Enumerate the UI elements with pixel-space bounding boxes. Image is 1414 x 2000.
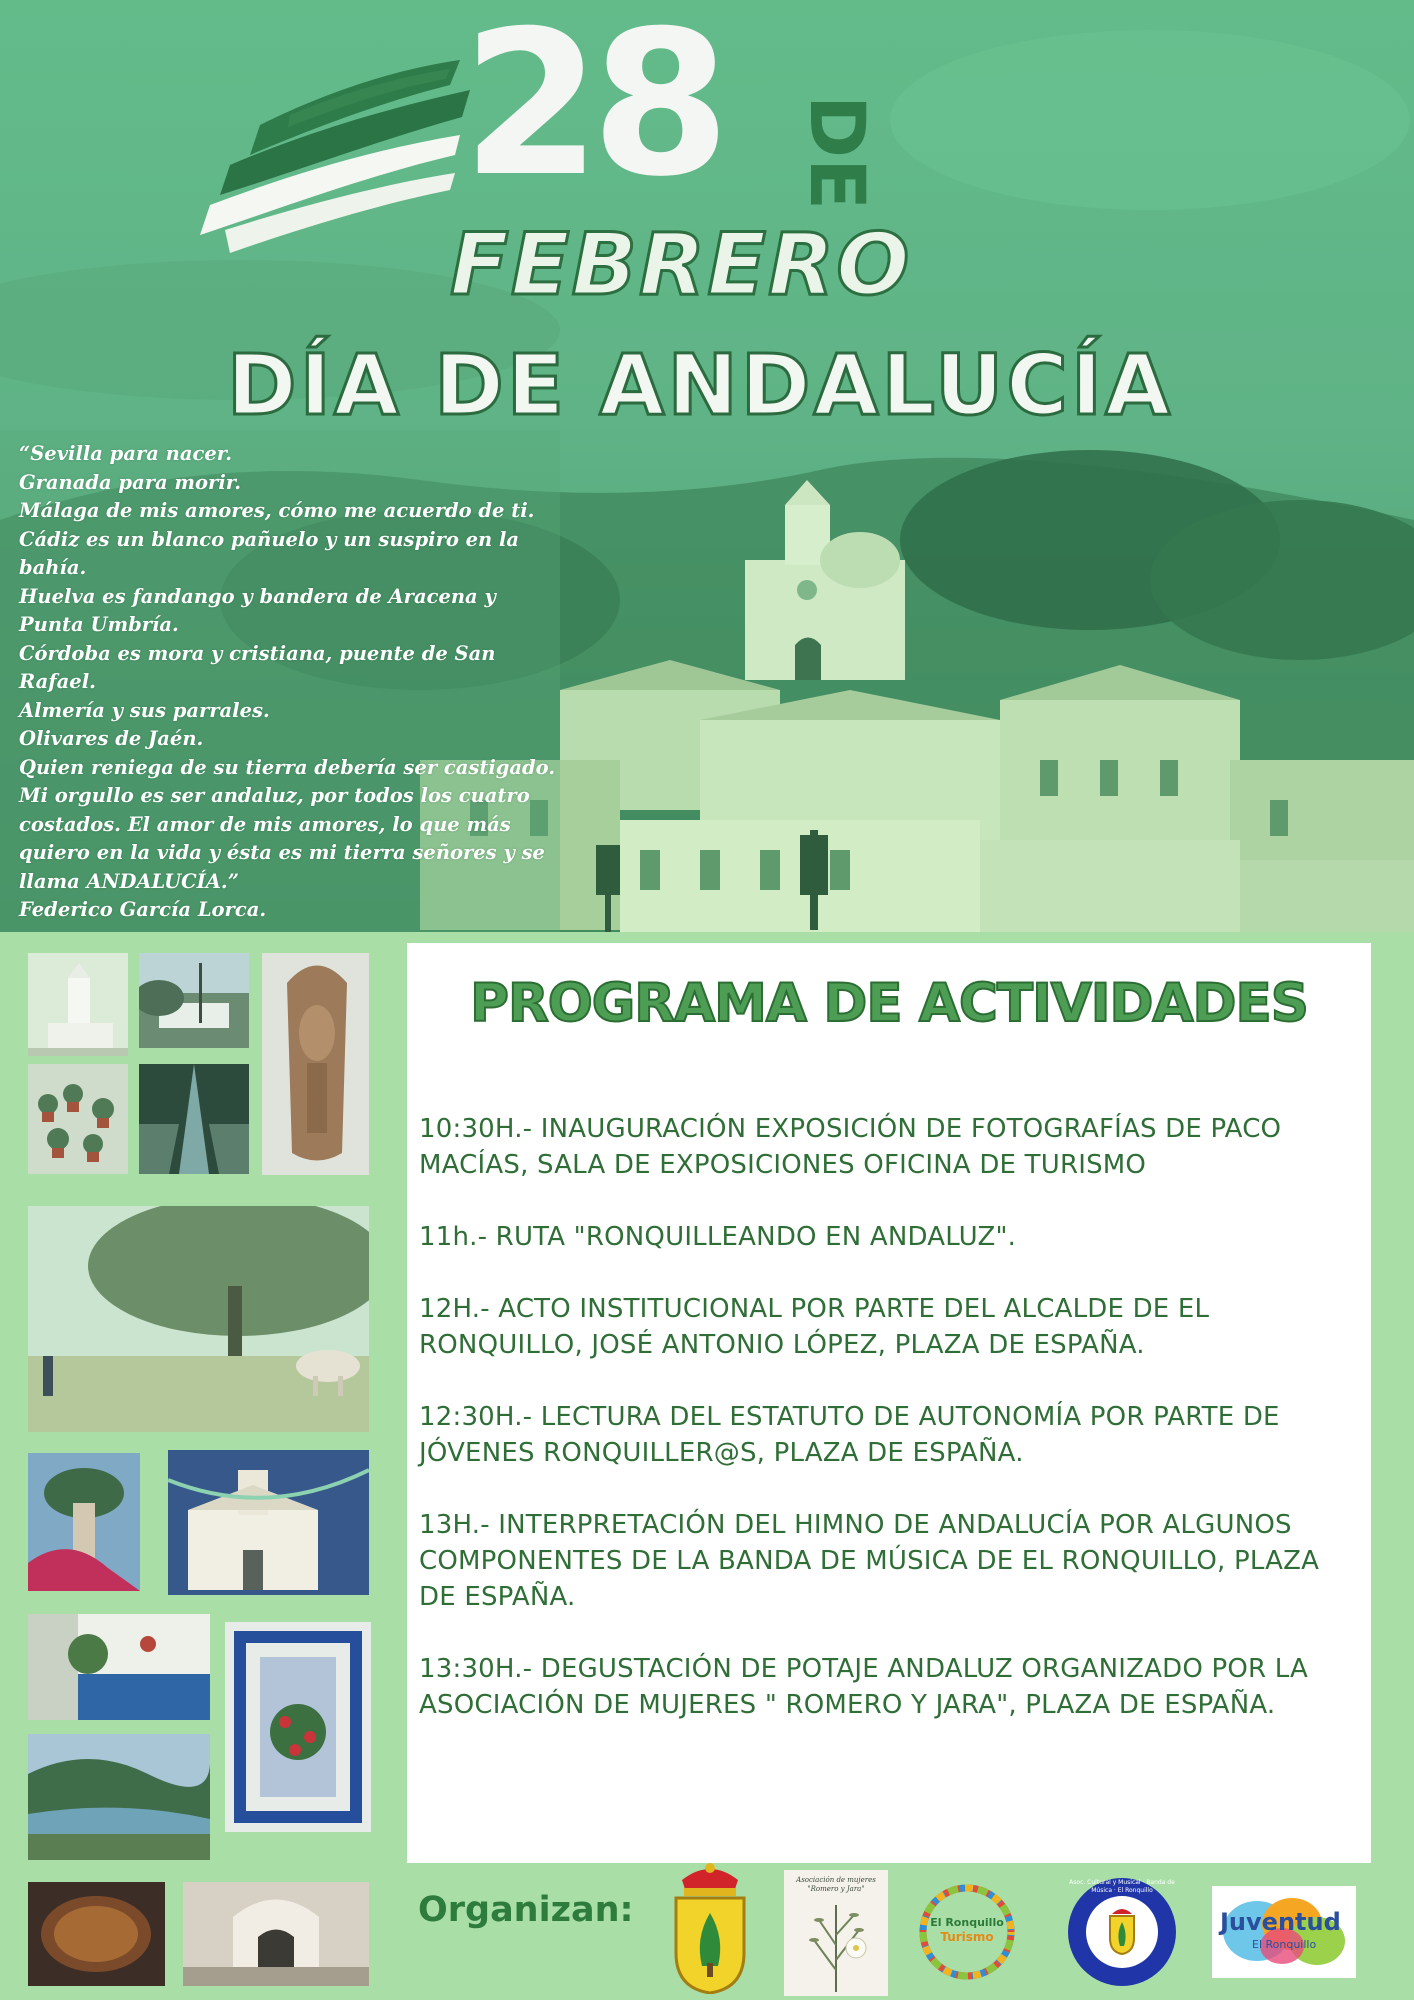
program-panel: [407, 943, 1371, 1863]
activity-list: [419, 1111, 1359, 1759]
banda-musica-logo: [1066, 1876, 1178, 1988]
photo-reservoir-hills: [28, 1734, 210, 1860]
photo-whitewashed-alley: [28, 1614, 210, 1720]
romero-y-jara-line2: "Romero y Jara": [807, 1885, 865, 1893]
photo-countryside-cattle: [28, 1206, 369, 1432]
photo-ceramic-tile-altar: [225, 1622, 371, 1832]
activity-item: 10:30H.- INAUGURACIÓN EXPOSICIÓN DE FOTOGRAFÍAS DE PACO MACÍAS, SALA DE EXPOSICIONES OFICINA DE TURISMO: [419, 1114, 1282, 1180]
turismo-logo-line1: El Ronquillo: [930, 1916, 1004, 1929]
de-label: DE: [793, 95, 882, 211]
juventud-logo-line2: El Ronquillo: [1252, 1938, 1317, 1951]
andalusian-flag-brush: [200, 55, 480, 255]
photo-church-tower: [28, 953, 128, 1056]
photo-fountain-flowers: [28, 1453, 140, 1591]
activity-item: 12:30H.- LECTURA DEL ESTATUTO DE AUTONOMÍA POR PARTE DE JÓVENES RONQUILLER@S, PLAZA DE ESPAÑA.: [419, 1402, 1280, 1468]
juventud-logo-line1: Juventud: [1220, 1908, 1341, 1936]
juventud-logo: [1212, 1886, 1356, 1978]
town-coat-of-arms-logo: [670, 1858, 750, 1994]
banda-logo-text: Asoc. Cultural y Musical · Banda de Música · El Ronquillo: [1069, 1879, 1175, 1894]
program-title: PROGRAMA DE ACTIVIDADES: [470, 973, 1308, 1034]
photo-flower-pots: [28, 1064, 128, 1174]
day-number: 28: [462, 0, 721, 221]
photo-village-street: [139, 953, 249, 1048]
lorca-poem: “Sevilla para nacer. Granada para morir. Málaga de mis amores, cómo me acuerdo de ti. Cádiz es un blanco pañuelo y un suspiro en la bahía. Huelva es fandango y bandera de Aracena y Punta Umbría. Córdoba es mora y cristiana, puente de San Rafael. Almería y sus parrales. Olivares de Jaén. Quien reniega de su tierra debería ser castigado. Mi orgullo es ser andaluz, por todos los cuatro costados. El amor de mis amores, lo que más quiero en la vida y ésta es mi tierra señores y se llama ANDALUCÍA.” Federico García Lorca.: [19, 442, 556, 921]
photo-water-channel: [139, 1064, 249, 1174]
romero-y-jara-line1: Asociación de mujeres: [796, 1876, 876, 1884]
activity-item: 13H.- INTERPRETACIÓN DEL HIMNO DE ANDALUCÍA POR ALGUNOS COMPONENTES DE LA BANDA DE MÚSICA DE EL RONQUILLO, PLAZA DE ESPAÑA.: [419, 1510, 1320, 1612]
romero-y-jara-logo: [784, 1870, 888, 1996]
photo-stone-well: [183, 1882, 369, 1986]
photo-potaje-dish: [28, 1882, 165, 1986]
ronquillo-turismo-logo: [912, 1872, 1022, 1994]
photo-carved-sculpture: [262, 953, 369, 1175]
hero-banner: [0, 0, 1414, 932]
photo-chapel-blue-sky: [168, 1450, 369, 1595]
activity-item: 11h.- RUTA "RONQUILLEANDO EN ANDALUZ".: [419, 1222, 1017, 1252]
activity-item: 13:30H.- DEGUSTACIÓN DE POTAJE ANDALUZ ORGANIZADO POR LA ASOCIACIÓN DE MUJERES " ROMERO Y JARA", PLAZA DE ESPAÑA.: [419, 1654, 1309, 1720]
activity-item: 12H.- ACTO INSTITUCIONAL POR PARTE DEL ALCALDE DE EL RONQUILLO, JOSÉ ANTONIO LÓPEZ, PLAZA DE ESPAÑA.: [419, 1294, 1210, 1360]
turismo-logo-line2: Turismo: [940, 1930, 994, 1944]
month-label: FEBRERO: [450, 215, 912, 315]
main-title: DÍA DE ANDALUCÍA: [226, 336, 1174, 434]
organizers-label: Organizan:: [418, 1890, 634, 1930]
